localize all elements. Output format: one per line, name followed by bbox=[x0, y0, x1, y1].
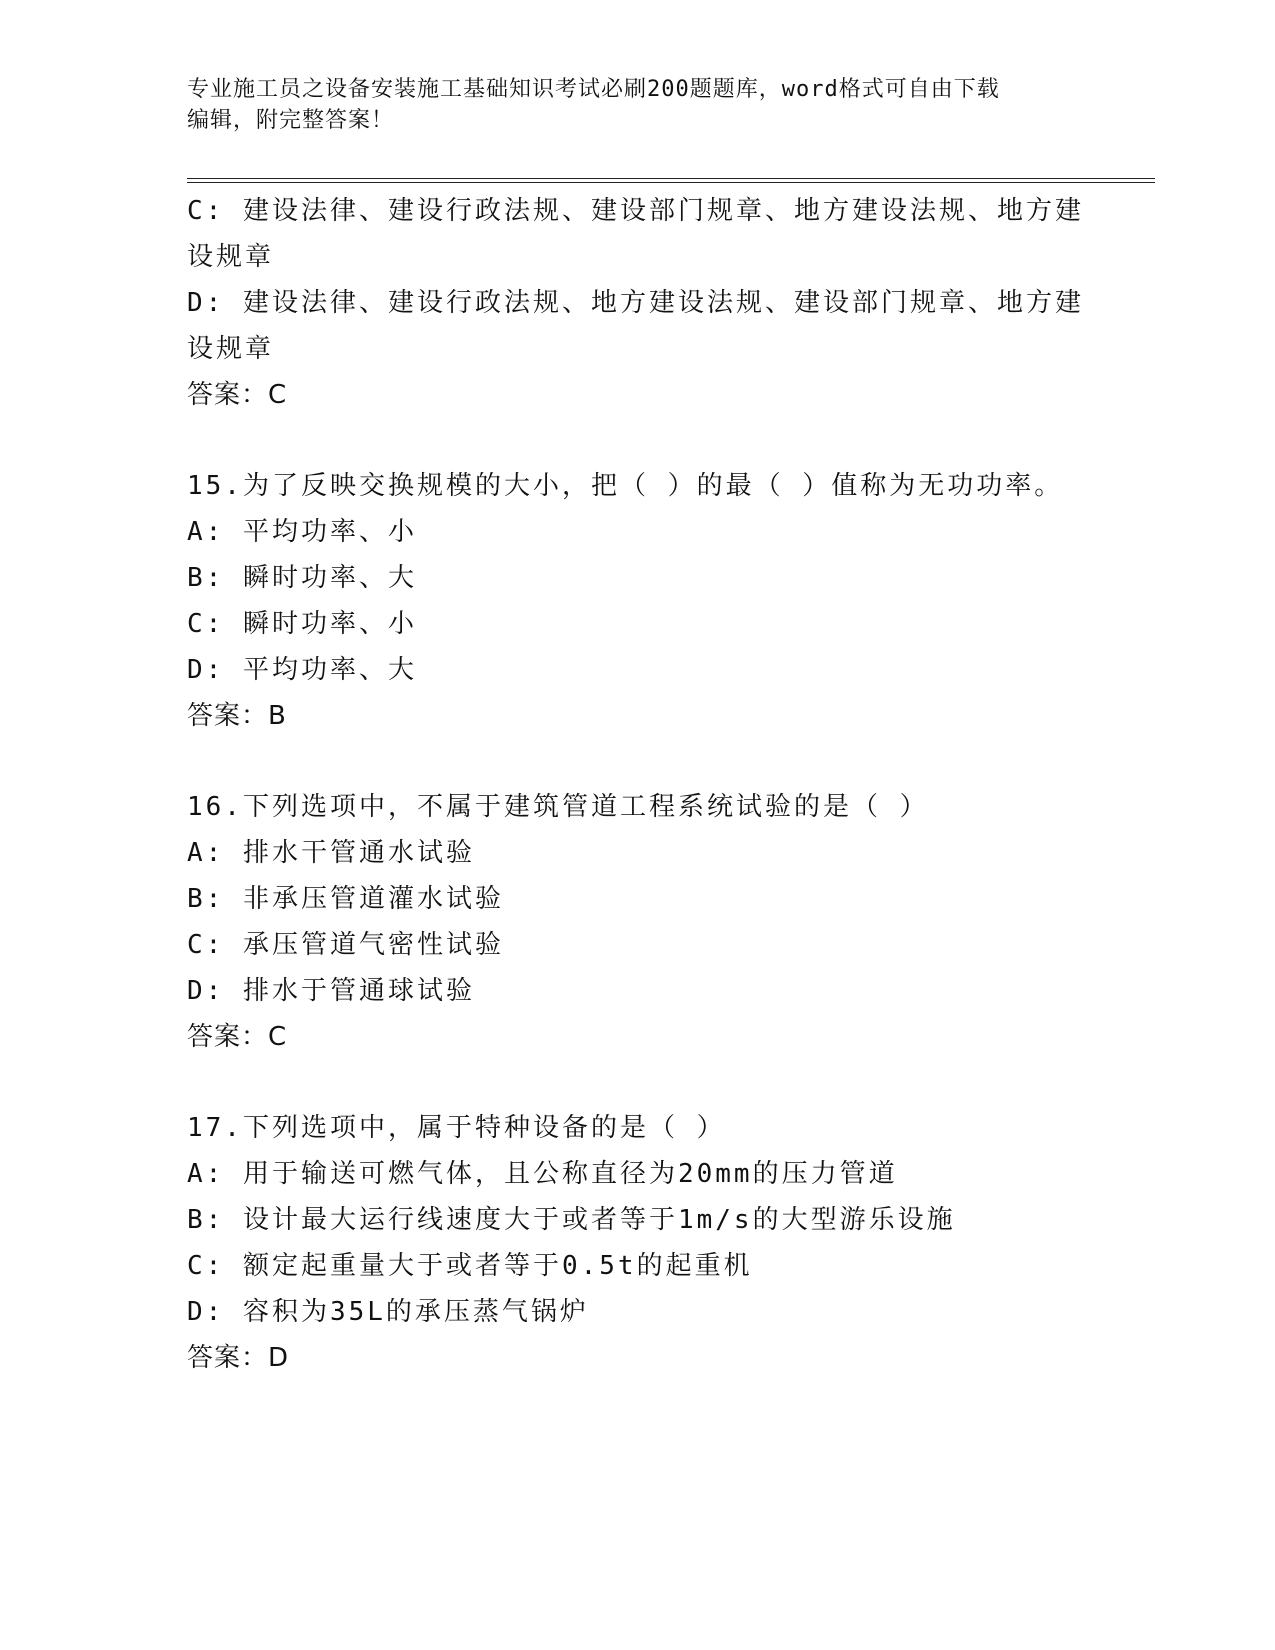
option-b: B: 非承压管道灌水试验 bbox=[187, 884, 504, 914]
option-c-wrap: 设规章 bbox=[187, 242, 275, 272]
option-d: D: 平均功率、大 bbox=[187, 655, 417, 685]
answer-label: 答案：B bbox=[187, 701, 287, 731]
option-d-wrap: 设规章 bbox=[187, 334, 275, 364]
question-stem: 17.下列选项中，属于特种设备的是（ ） bbox=[187, 1113, 726, 1143]
answer-label: 答案：D bbox=[187, 1343, 290, 1373]
answer-label: 答案：C bbox=[187, 380, 288, 410]
option-a: A: 平均功率、小 bbox=[187, 517, 417, 547]
option-d: D: 容积为35L的承压蒸气锅炉 bbox=[187, 1297, 589, 1327]
option-d: D: 建设法律、建设行政法规、地方建设法规、建设部门规章、地方建 bbox=[187, 288, 1084, 318]
option-a: A: 排水干管通水试验 bbox=[187, 838, 475, 868]
option-a: A: 用于输送可燃气体，且公称直径为20mm的压力管道 bbox=[187, 1159, 898, 1189]
question-15 bbox=[187, 463, 1077, 739]
header-rule-bottom bbox=[187, 182, 1155, 183]
question-14-continued bbox=[187, 188, 1084, 418]
header-line-2: 编辑，附完整答案！ bbox=[187, 108, 395, 133]
answer-label: 答案：C bbox=[187, 1022, 288, 1052]
document-body bbox=[187, 188, 1084, 1381]
document-header bbox=[187, 74, 1067, 136]
question-16 bbox=[187, 784, 1077, 1060]
question-stem: 16.下列选项中，不属于建筑管道工程系统试验的是（ ） bbox=[187, 792, 929, 822]
option-b: B: 瞬时功率、大 bbox=[187, 563, 417, 593]
option-d: D: 排水于管通球试验 bbox=[187, 976, 475, 1006]
option-b: B: 设计最大运行线速度大于或者等于1m/s的大型游乐设施 bbox=[187, 1205, 956, 1235]
option-c: C: 额定起重量大于或者等于0.5t的起重机 bbox=[187, 1251, 753, 1281]
question-stem: 15.为了反映交换规模的大小，把（ ）的最（ ）值称为无功功率。 bbox=[187, 471, 1064, 501]
header-line-1: 专业施工员之设备安装施工基础知识考试必刷200题题库，word格式可自由下载 bbox=[187, 77, 1000, 102]
header-rule-top bbox=[187, 178, 1155, 179]
spacer bbox=[187, 1060, 1077, 1105]
option-c: C: 建设法律、建设行政法规、建设部门规章、地方建设法规、地方建 bbox=[187, 196, 1084, 226]
option-c: C: 瞬时功率、小 bbox=[187, 609, 417, 639]
spacer bbox=[187, 739, 1077, 784]
spacer bbox=[187, 418, 1077, 463]
question-17 bbox=[187, 1105, 1077, 1381]
option-c: C: 承压管道气密性试验 bbox=[187, 930, 504, 960]
